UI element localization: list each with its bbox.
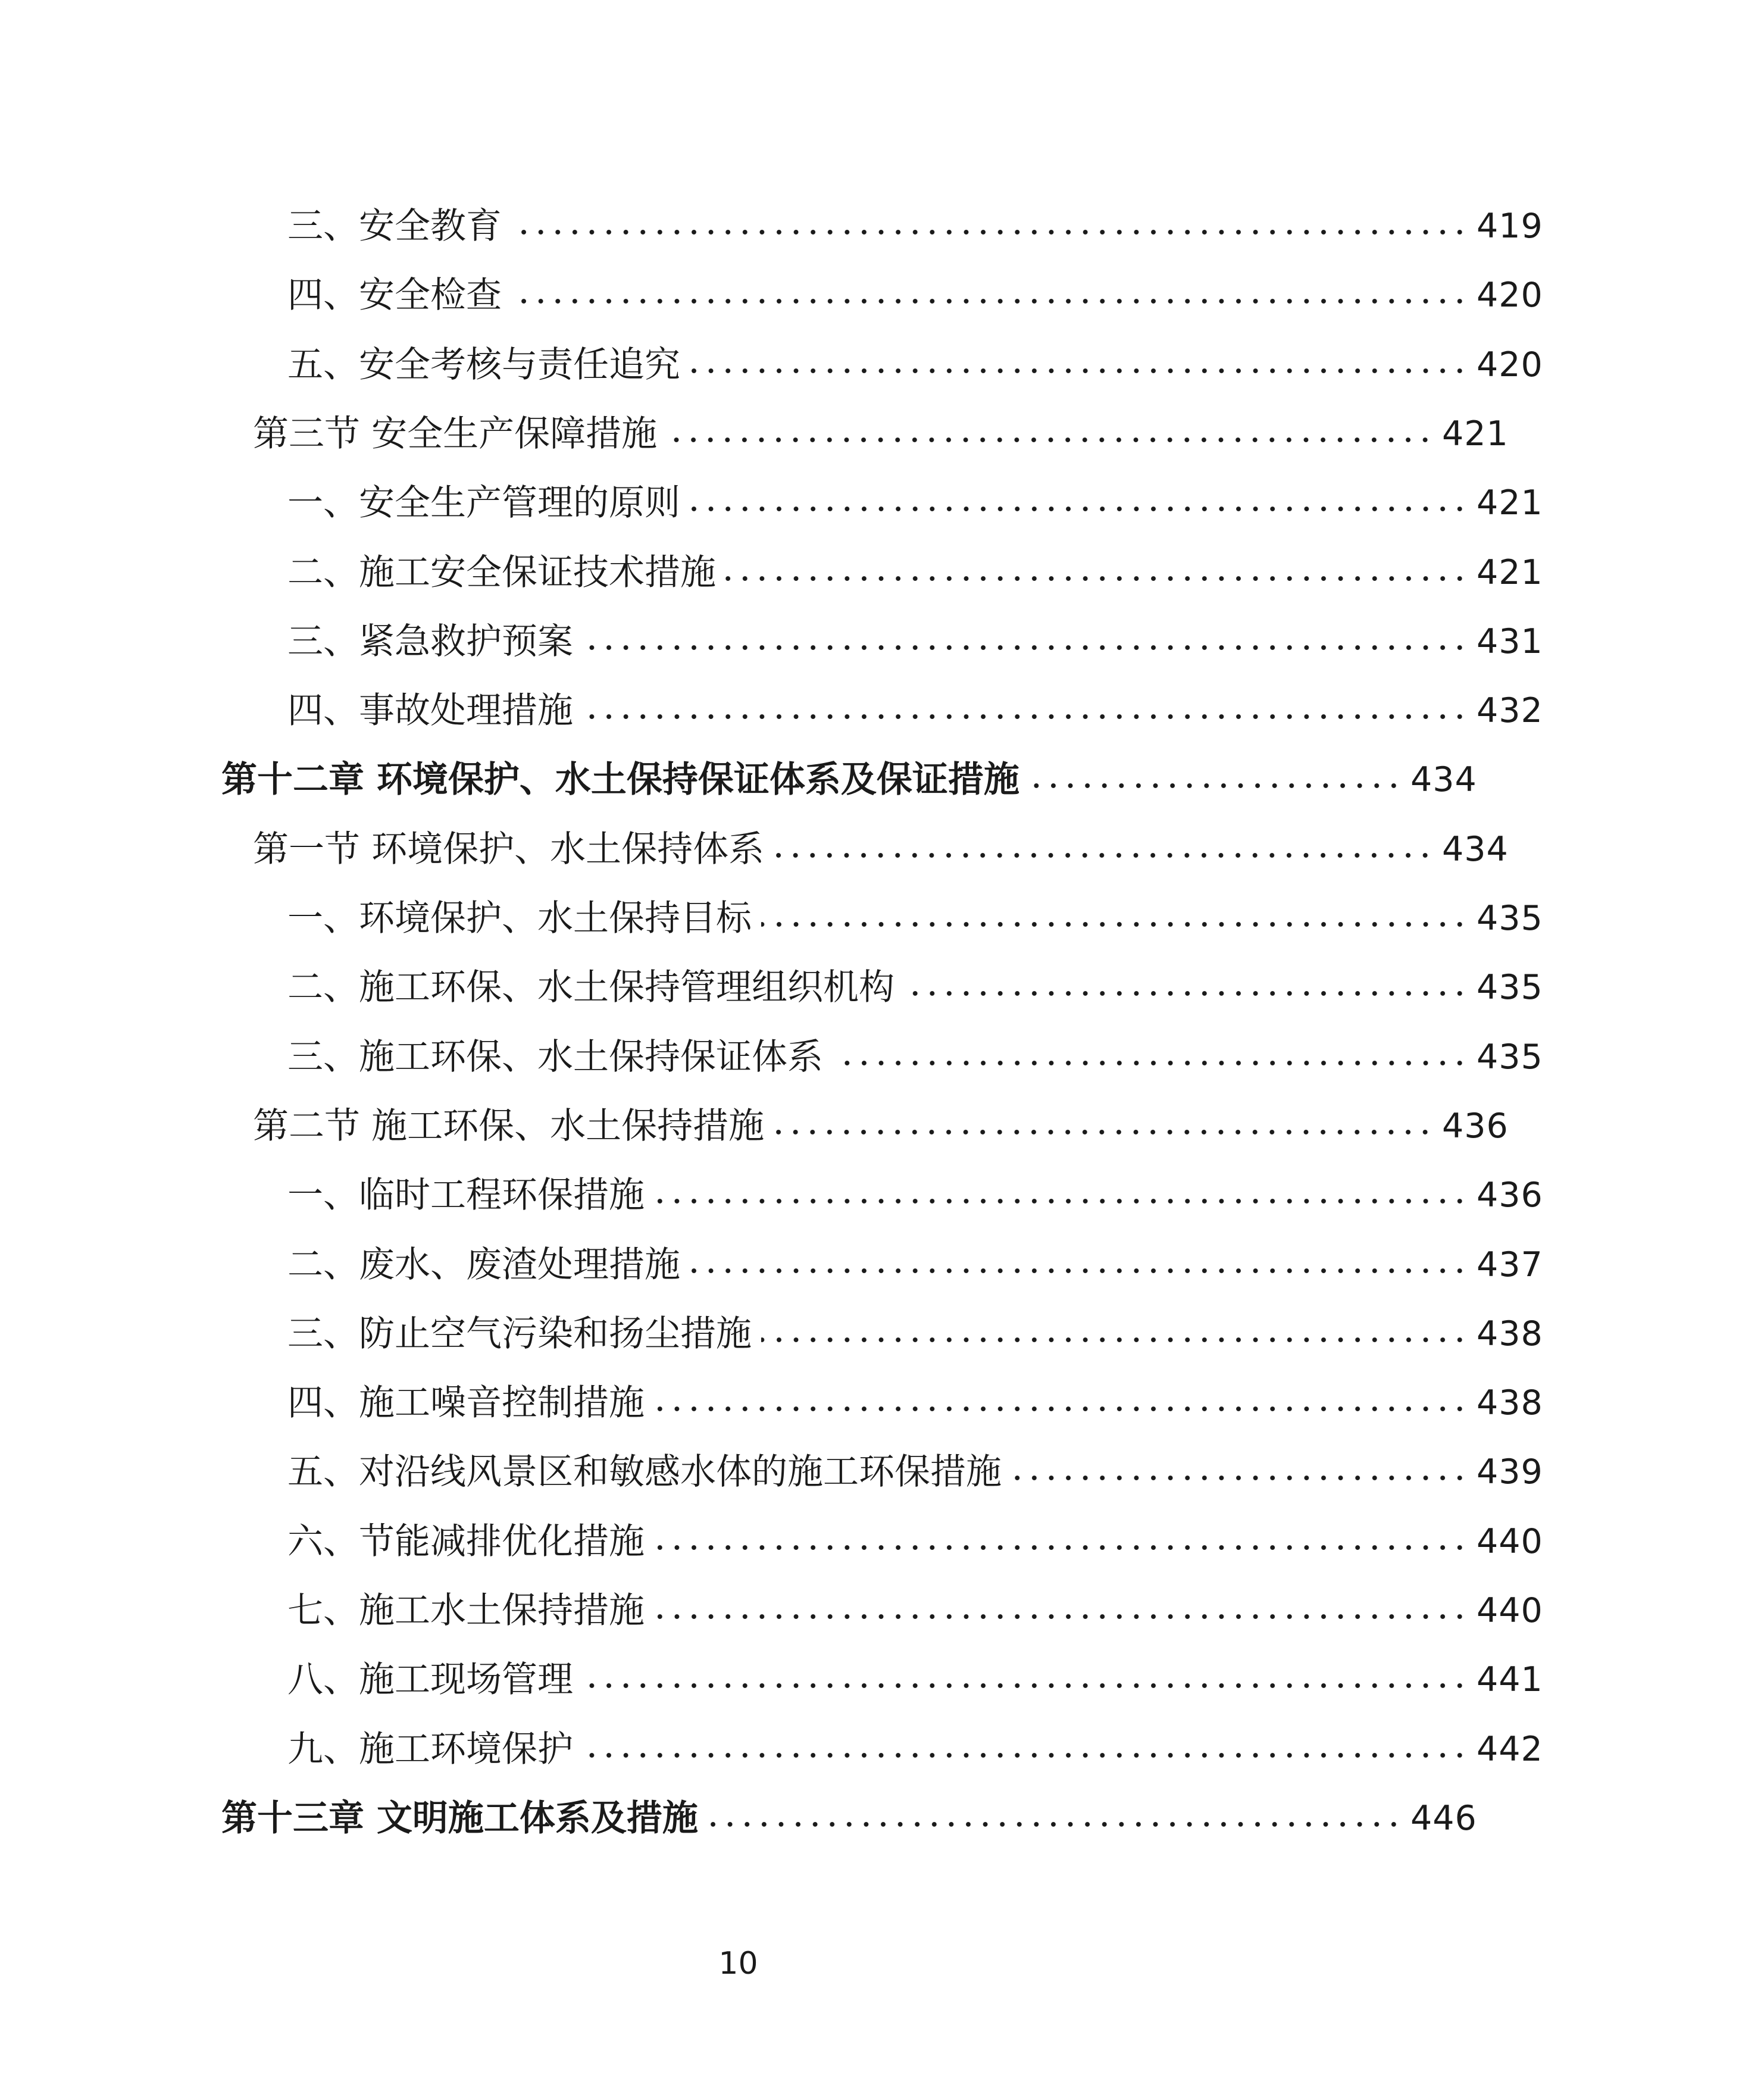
toc-dot-leader	[904, 953, 1468, 1023]
toc-entry-title: 二、废水、废渣处理措施	[287, 1243, 680, 1286]
toc-entry-page-number: 419	[1477, 207, 1543, 246]
toc-entry-title: 第三节 安全生产保障措施	[253, 412, 658, 455]
toc-entry-page-number: 442	[1477, 1729, 1543, 1769]
toc-entry-title: 第二节 施工环保、水土保持措施	[253, 1105, 765, 1147]
toc-entry-page-number: 435	[1477, 1037, 1543, 1077]
toc-entry-title: 九、施工环境保护	[287, 1728, 573, 1770]
toc-subsection-entry[interactable]	[0, 1715, 1764, 1784]
toc-dot-leader	[708, 1784, 1402, 1853]
toc-entry-title: 三、安全教育	[287, 205, 502, 247]
toc-entry-title: 二、施工安全保证技术措施	[287, 551, 716, 593]
toc-dot-leader	[690, 468, 1468, 538]
toc-subsection-entry[interactable]	[0, 1161, 1764, 1230]
toc-dot-leader	[1029, 745, 1402, 815]
toc-entry-title: 三、紧急救护预案	[287, 620, 573, 662]
toc-entry-title: 三、防止空气污染和扬尘措施	[287, 1312, 752, 1355]
toc-entry-page-number: 420	[1477, 345, 1543, 385]
toc-subsection-entry[interactable]	[0, 1299, 1764, 1369]
toc-subsection-entry[interactable]	[0, 1023, 1764, 1092]
toc-entry-page-number: 437	[1477, 1245, 1543, 1284]
toc-dot-leader	[654, 1507, 1468, 1577]
toc-entry-page-number: 438	[1477, 1314, 1543, 1354]
toc-dot-leader	[583, 1645, 1468, 1715]
toc-entry-title: 二、施工环保、水土保持管理组织机构	[287, 967, 894, 1009]
toc-dot-leader	[774, 1092, 1434, 1161]
toc-section-entry[interactable]	[0, 1092, 1729, 1161]
toc-entry-title: 四、事故处理措施	[287, 690, 573, 732]
toc-dot-leader	[583, 676, 1468, 746]
toc-dot-leader	[667, 399, 1434, 469]
toc-entry-title: 一、环境保护、水土保持目标	[287, 898, 752, 939]
toc-entry-page-number: 446	[1410, 1798, 1477, 1838]
toc-entry-page-number: 421	[1477, 552, 1543, 592]
toc-entry-page-number: 435	[1477, 968, 1543, 1008]
toc-entry-title: 五、安全考核与责任追究	[287, 343, 680, 386]
toc-entry-title: 七、施工水土保持措施	[287, 1590, 645, 1631]
toc-dot-leader	[654, 1368, 1468, 1438]
toc-entry-page-number: 431	[1477, 621, 1543, 661]
toc-entry-title: 第一节 环境保护、水土保持体系	[253, 828, 765, 870]
toc-entry-title: 一、临时工程环保措施	[287, 1174, 645, 1217]
toc-subsection-entry[interactable]	[0, 607, 1764, 677]
toc-subsection-entry[interactable]	[0, 468, 1764, 538]
toc-dot-leader	[774, 815, 1434, 884]
toc-dot-leader	[690, 330, 1468, 400]
toc-subsection-entry[interactable]	[0, 330, 1764, 400]
toc-subsection-entry[interactable]	[0, 884, 1764, 954]
toc-entry-page-number: 435	[1477, 899, 1543, 938]
toc-entry-page-number: 421	[1442, 414, 1509, 454]
toc-entry-page-number: 432	[1477, 691, 1543, 731]
toc-dot-leader	[583, 607, 1468, 677]
toc-entry-title: 四、施工噪音控制措施	[287, 1382, 645, 1424]
toc-dot-leader	[1011, 1437, 1468, 1507]
toc-subsection-entry[interactable]	[0, 261, 1764, 330]
toc-entry-page-number: 441	[1477, 1660, 1543, 1700]
toc-dot-leader	[583, 1715, 1468, 1784]
toc-subsection-entry[interactable]	[0, 1437, 1764, 1507]
toc-subsection-entry[interactable]	[0, 1368, 1764, 1438]
toc-entry-page-number: 440	[1477, 1521, 1543, 1561]
toc-dot-leader	[654, 1161, 1468, 1230]
toc-entry-title: 八、施工现场管理	[287, 1659, 573, 1701]
toc-dot-leader	[725, 538, 1468, 608]
toc-subsection-entry[interactable]	[0, 1645, 1764, 1715]
toc-entry-title: 第十二章 环境保护、水土保持保证体系及保证措施	[221, 759, 1019, 801]
toc-entry-page-number: 436	[1442, 1106, 1509, 1146]
toc-entry-title: 四、安全检查	[287, 274, 502, 317]
toc-section-entry[interactable]	[0, 399, 1729, 469]
toc-entry-title: 三、施工环保、水土保持保证体系	[287, 1036, 823, 1078]
toc-entry-page-number: 440	[1477, 1591, 1543, 1630]
toc-chapter-entry[interactable]	[0, 1784, 1698, 1853]
toc-section-entry[interactable]	[0, 815, 1729, 884]
toc-entry-page-number: 434	[1410, 760, 1477, 800]
toc-entry-page-number: 439	[1477, 1452, 1543, 1492]
toc-dot-leader	[511, 261, 1468, 330]
toc-entry-title: 五、对沿线风景区和敏感水体的施工环保措施	[287, 1451, 1002, 1493]
toc-subsection-entry[interactable]	[0, 1230, 1764, 1300]
toc-entry-page-number: 421	[1477, 483, 1543, 523]
toc-subsection-entry[interactable]	[0, 1507, 1764, 1577]
toc-dot-leader	[761, 884, 1468, 954]
toc-entry-title: 六、节能减排优化措施	[287, 1520, 645, 1562]
toc-subsection-entry[interactable]	[0, 676, 1764, 746]
page-number: 10	[718, 1946, 758, 1981]
toc-dot-leader	[761, 1299, 1468, 1369]
toc-subsection-entry[interactable]	[0, 953, 1764, 1023]
toc-entry-page-number: 436	[1477, 1176, 1543, 1215]
toc-entry-title: 一、安全生产管理的原则	[287, 482, 680, 524]
toc-entry-page-number: 438	[1477, 1383, 1543, 1423]
toc-subsection-entry[interactable]	[0, 1576, 1764, 1646]
toc-subsection-entry[interactable]	[0, 192, 1764, 261]
toc-entry-title: 第十三章 文明施工体系及措施	[221, 1797, 698, 1839]
toc-dot-leader	[690, 1230, 1468, 1300]
toc-subsection-entry[interactable]	[0, 538, 1764, 608]
toc-dot-leader	[511, 192, 1468, 261]
toc-entry-page-number: 420	[1477, 276, 1543, 315]
toc-dot-leader	[654, 1576, 1468, 1646]
toc-dot-leader	[833, 1023, 1468, 1092]
toc-chapter-entry[interactable]	[0, 745, 1698, 815]
toc-entry-page-number: 434	[1442, 829, 1509, 869]
